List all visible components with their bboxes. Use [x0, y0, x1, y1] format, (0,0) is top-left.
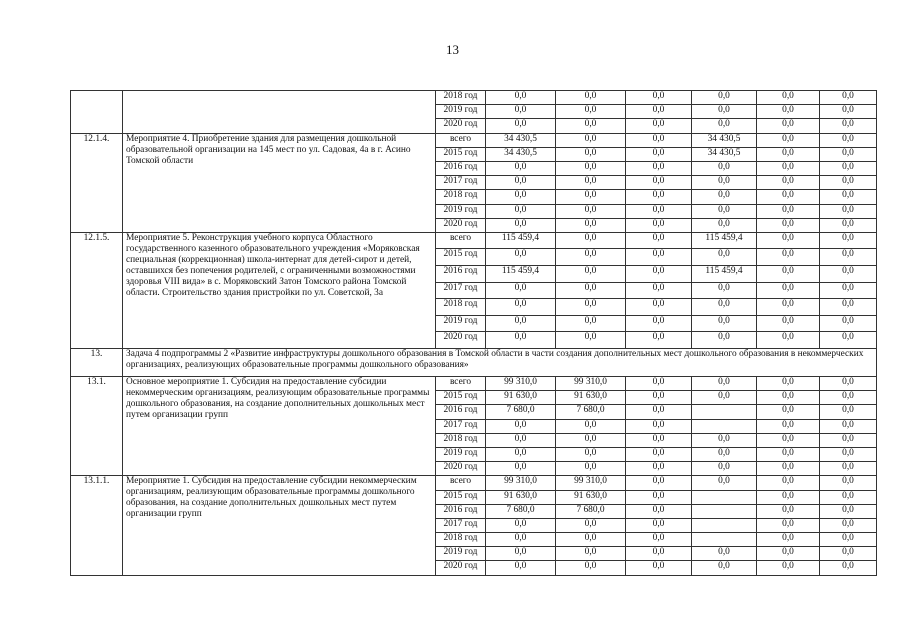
- value-cell: 0,0: [757, 299, 820, 316]
- value-cell: 0,0: [626, 147, 692, 161]
- value-cell: 0,0: [626, 447, 692, 461]
- value-cell: [692, 490, 757, 504]
- value-cell: 115 459,4: [486, 232, 556, 249]
- value-cell: 0,0: [820, 282, 877, 299]
- value-cell: 0,0: [556, 133, 626, 147]
- value-cell: 0,0: [486, 299, 556, 316]
- value-cell: 0,0: [692, 447, 757, 461]
- value-cell: 0,0: [820, 476, 877, 490]
- value-cell: 0,0: [486, 547, 556, 561]
- value-cell: 0,0: [757, 447, 820, 461]
- value-cell: 0,0: [820, 133, 877, 147]
- value-cell: 0,0: [556, 204, 626, 218]
- value-cell: [692, 533, 757, 547]
- value-cell: 0,0: [820, 391, 877, 405]
- value-cell: 0,0: [556, 533, 626, 547]
- value-cell: [692, 518, 757, 532]
- value-cell: 0,0: [692, 176, 757, 190]
- value-cell: 0,0: [692, 91, 757, 105]
- value-cell: 0,0: [757, 518, 820, 532]
- value-cell: 0,0: [626, 391, 692, 405]
- value-cell: 0,0: [757, 533, 820, 547]
- value-cell: 0,0: [556, 232, 626, 249]
- value-cell: 7 680,0: [486, 504, 556, 518]
- value-cell: 0,0: [626, 405, 692, 419]
- year-cell: 2015 год: [436, 391, 486, 405]
- value-cell: 99 310,0: [486, 377, 556, 391]
- task-row: [71, 349, 877, 377]
- value-cell: 0,0: [626, 332, 692, 349]
- value-cell: 0,0: [626, 176, 692, 190]
- value-cell: 0,0: [486, 315, 556, 332]
- value-cell: 0,0: [757, 91, 820, 105]
- value-cell: 0,0: [486, 161, 556, 175]
- value-cell: 0,0: [757, 490, 820, 504]
- value-cell: 0,0: [757, 119, 820, 133]
- year-cell: 2015 год: [436, 249, 486, 266]
- value-cell: 0,0: [692, 462, 757, 476]
- year-cell: 2017 год: [436, 518, 486, 532]
- value-cell: 0,0: [626, 419, 692, 433]
- year-cell: 2017 год: [436, 419, 486, 433]
- year-cell: 2020 год: [436, 332, 486, 349]
- value-cell: 0,0: [556, 249, 626, 266]
- value-cell: 0,0: [626, 518, 692, 532]
- value-cell: 0,0: [692, 433, 757, 447]
- value-cell: 0,0: [757, 462, 820, 476]
- value-cell: 115 459,4: [692, 232, 757, 249]
- value-cell: 0,0: [757, 391, 820, 405]
- row-number: 13.1.: [71, 377, 123, 476]
- value-cell: 0,0: [820, 447, 877, 461]
- value-cell: 0,0: [757, 332, 820, 349]
- row-number: 13.1.1.: [71, 476, 123, 575]
- year-cell: 2019 год: [436, 547, 486, 561]
- value-cell: 0,0: [820, 176, 877, 190]
- task-description: Задача 4 подпрограммы 2 «Развитие инфраструктуры дошкольного образования в Томской области в части создания дополнительных мест дошкольного образования в некоммерческих организациях, реализующих образовательные программы дошкольного образования»: [123, 349, 877, 377]
- value-cell: 0,0: [486, 561, 556, 575]
- value-cell: 0,0: [626, 133, 692, 147]
- value-cell: 0,0: [692, 204, 757, 218]
- value-cell: 0,0: [556, 315, 626, 332]
- value-cell: 0,0: [757, 405, 820, 419]
- value-cell: 0,0: [556, 218, 626, 232]
- value-cell: 0,0: [486, 282, 556, 299]
- value-cell: 0,0: [486, 218, 556, 232]
- value-cell: 0,0: [820, 315, 877, 332]
- year-cell: 2019 год: [436, 105, 486, 119]
- value-cell: 0,0: [692, 190, 757, 204]
- value-cell: 0,0: [626, 249, 692, 266]
- row-number: [71, 91, 123, 134]
- value-cell: 0,0: [820, 266, 877, 283]
- table-body: [71, 91, 877, 576]
- value-cell: 0,0: [556, 433, 626, 447]
- value-cell: 0,0: [757, 433, 820, 447]
- budget-table: [70, 90, 877, 576]
- year-cell: 2018 год: [436, 433, 486, 447]
- value-cell: 0,0: [626, 490, 692, 504]
- value-cell: 0,0: [626, 533, 692, 547]
- value-cell: 0,0: [820, 490, 877, 504]
- value-cell: 0,0: [486, 518, 556, 532]
- value-cell: 91 630,0: [556, 490, 626, 504]
- value-cell: 0,0: [486, 462, 556, 476]
- value-cell: 0,0: [626, 299, 692, 316]
- year-cell: 2016 год: [436, 266, 486, 283]
- value-cell: 0,0: [626, 282, 692, 299]
- value-cell: 0,0: [626, 433, 692, 447]
- year-cell: 2019 год: [436, 447, 486, 461]
- value-cell: 0,0: [556, 105, 626, 119]
- value-cell: 0,0: [757, 282, 820, 299]
- value-cell: [692, 504, 757, 518]
- value-cell: 0,0: [626, 462, 692, 476]
- value-cell: 0,0: [820, 91, 877, 105]
- value-cell: 0,0: [556, 447, 626, 461]
- value-cell: 0,0: [820, 147, 877, 161]
- value-cell: 0,0: [820, 433, 877, 447]
- page-number: 13: [446, 42, 459, 57]
- value-cell: 0,0: [757, 377, 820, 391]
- value-cell: 0,0: [820, 377, 877, 391]
- value-cell: 0,0: [556, 91, 626, 105]
- value-cell: 0,0: [757, 476, 820, 490]
- value-cell: 0,0: [626, 504, 692, 518]
- value-cell: 0,0: [556, 161, 626, 175]
- value-cell: 0,0: [556, 462, 626, 476]
- value-cell: 0,0: [757, 547, 820, 561]
- value-cell: 0,0: [757, 232, 820, 249]
- year-cell: 2016 год: [436, 161, 486, 175]
- value-cell: 0,0: [757, 204, 820, 218]
- value-cell: 0,0: [820, 462, 877, 476]
- year-cell: 2016 год: [436, 405, 486, 419]
- year-cell: 2020 год: [436, 462, 486, 476]
- year-cell: 2020 год: [436, 119, 486, 133]
- value-cell: 0,0: [486, 419, 556, 433]
- value-cell: 0,0: [556, 332, 626, 349]
- value-cell: 91 630,0: [486, 490, 556, 504]
- value-cell: 0,0: [626, 476, 692, 490]
- year-cell: 2019 год: [436, 315, 486, 332]
- year-cell: 2015 год: [436, 147, 486, 161]
- table-row: [71, 91, 877, 105]
- measure-description: [123, 91, 436, 134]
- value-cell: 0,0: [692, 547, 757, 561]
- value-cell: 0,0: [556, 176, 626, 190]
- value-cell: 0,0: [556, 561, 626, 575]
- table-row: [71, 133, 877, 147]
- value-cell: 0,0: [626, 547, 692, 561]
- value-cell: 91 630,0: [556, 391, 626, 405]
- value-cell: 0,0: [626, 161, 692, 175]
- value-cell: 0,0: [820, 249, 877, 266]
- value-cell: 34 430,5: [692, 147, 757, 161]
- value-cell: 0,0: [757, 105, 820, 119]
- measure-description: Основное мероприятие 1. Субсидия на предоставление субсидии некоммерческим организациям, реализующим образовательные программы дошкольного образования, на создание дополнительных дошкольных мест путем организации групп: [123, 377, 436, 476]
- measure-description: Мероприятие 5. Реконструкция учебного корпуса Областного государственного казенного образовательного учреждения «Моряковская специальная (коррекционная) школа-интернат для детей-сирот и детей, оставшихся без попечения родителей, с ограниченными возможностями здоровья VIII вида» в с. Моряковский Затон Томского района Томской области. Строительство здания пристройки по ул. Советской, 3а: [123, 232, 436, 348]
- value-cell: 0,0: [757, 504, 820, 518]
- year-cell: 2016 год: [436, 504, 486, 518]
- row-number: 12.1.5.: [71, 232, 123, 348]
- value-cell: 0,0: [556, 282, 626, 299]
- value-cell: 0,0: [757, 161, 820, 175]
- value-cell: 0,0: [626, 266, 692, 283]
- measure-description: Мероприятие 4. Приобретение здания для размещения дошкольной образовательной организации на 145 мест по ул. Садовая, 4а в г. Асино Томской области: [123, 133, 436, 232]
- value-cell: 0,0: [486, 533, 556, 547]
- value-cell: 0,0: [486, 190, 556, 204]
- value-cell: 0,0: [556, 190, 626, 204]
- value-cell: 0,0: [757, 249, 820, 266]
- value-cell: 0,0: [757, 266, 820, 283]
- year-cell: всего: [436, 377, 486, 391]
- value-cell: 0,0: [692, 105, 757, 119]
- value-cell: 0,0: [626, 377, 692, 391]
- year-cell: всего: [436, 133, 486, 147]
- value-cell: 0,0: [692, 249, 757, 266]
- value-cell: 0,0: [820, 547, 877, 561]
- value-cell: 0,0: [486, 204, 556, 218]
- row-number: 12.1.4.: [71, 133, 123, 232]
- value-cell: 0,0: [820, 218, 877, 232]
- value-cell: 0,0: [820, 561, 877, 575]
- value-cell: 0,0: [626, 105, 692, 119]
- value-cell: 0,0: [556, 299, 626, 316]
- value-cell: 0,0: [820, 161, 877, 175]
- value-cell: 0,0: [692, 476, 757, 490]
- year-cell: 2018 год: [436, 190, 486, 204]
- value-cell: 0,0: [626, 315, 692, 332]
- value-cell: 0,0: [820, 232, 877, 249]
- value-cell: 0,0: [692, 377, 757, 391]
- value-cell: 0,0: [820, 299, 877, 316]
- value-cell: 0,0: [820, 190, 877, 204]
- value-cell: 0,0: [486, 249, 556, 266]
- year-cell: 2017 год: [436, 176, 486, 190]
- measure-description: Мероприятие 1. Субсидия на предоставление субсидии некоммерческим организациям, реализующим образовательные программы дошкольного образования, на создание дополнительных дошкольных мест путем организации групп: [123, 476, 436, 575]
- value-cell: 0,0: [757, 190, 820, 204]
- value-cell: 0,0: [692, 299, 757, 316]
- year-cell: 2017 год: [436, 282, 486, 299]
- value-cell: 0,0: [692, 561, 757, 575]
- value-cell: 99 310,0: [486, 476, 556, 490]
- value-cell: 7 680,0: [556, 504, 626, 518]
- value-cell: 0,0: [692, 315, 757, 332]
- value-cell: 0,0: [626, 232, 692, 249]
- value-cell: 91 630,0: [486, 391, 556, 405]
- value-cell: 0,0: [820, 419, 877, 433]
- value-cell: 0,0: [757, 315, 820, 332]
- value-cell: 0,0: [820, 504, 877, 518]
- value-cell: 0,0: [820, 533, 877, 547]
- value-cell: 0,0: [556, 147, 626, 161]
- year-cell: всего: [436, 232, 486, 249]
- value-cell: 0,0: [556, 547, 626, 561]
- value-cell: 0,0: [757, 133, 820, 147]
- value-cell: 34 430,5: [486, 147, 556, 161]
- value-cell: 0,0: [692, 119, 757, 133]
- value-cell: 0,0: [820, 518, 877, 532]
- value-cell: 0,0: [692, 282, 757, 299]
- value-cell: 34 430,5: [692, 133, 757, 147]
- value-cell: 0,0: [556, 266, 626, 283]
- value-cell: 0,0: [692, 332, 757, 349]
- value-cell: 0,0: [692, 161, 757, 175]
- value-cell: 0,0: [626, 119, 692, 133]
- year-cell: всего: [436, 476, 486, 490]
- value-cell: 7 680,0: [486, 405, 556, 419]
- value-cell: 0,0: [820, 332, 877, 349]
- value-cell: 0,0: [486, 176, 556, 190]
- value-cell: 7 680,0: [556, 405, 626, 419]
- value-cell: 0,0: [820, 119, 877, 133]
- value-cell: 0,0: [626, 204, 692, 218]
- table-row: [71, 377, 877, 391]
- value-cell: 0,0: [820, 204, 877, 218]
- value-cell: 115 459,4: [692, 266, 757, 283]
- year-cell: 2018 год: [436, 299, 486, 316]
- value-cell: 0,0: [820, 105, 877, 119]
- row-number: 13.: [71, 349, 123, 377]
- year-cell: 2020 год: [436, 561, 486, 575]
- value-cell: 0,0: [486, 447, 556, 461]
- value-cell: 0,0: [556, 419, 626, 433]
- value-cell: 0,0: [757, 218, 820, 232]
- value-cell: 0,0: [757, 176, 820, 190]
- table-row: [71, 232, 877, 249]
- value-cell: 99 310,0: [556, 476, 626, 490]
- value-cell: 115 459,4: [486, 266, 556, 283]
- value-cell: 0,0: [626, 561, 692, 575]
- value-cell: 0,0: [486, 105, 556, 119]
- year-cell: 2018 год: [436, 533, 486, 547]
- value-cell: 0,0: [486, 119, 556, 133]
- value-cell: 0,0: [626, 91, 692, 105]
- year-cell: 2020 год: [436, 218, 486, 232]
- year-cell: 2015 год: [436, 490, 486, 504]
- value-cell: 0,0: [626, 218, 692, 232]
- table-row: [71, 476, 877, 490]
- value-cell: [692, 405, 757, 419]
- value-cell: 0,0: [556, 518, 626, 532]
- value-cell: 0,0: [757, 419, 820, 433]
- value-cell: 0,0: [757, 561, 820, 575]
- value-cell: 0,0: [820, 405, 877, 419]
- year-cell: 2018 год: [436, 91, 486, 105]
- value-cell: 0,0: [556, 119, 626, 133]
- value-cell: 0,0: [486, 91, 556, 105]
- year-cell: 2019 год: [436, 204, 486, 218]
- value-cell: 99 310,0: [556, 377, 626, 391]
- value-cell: 0,0: [486, 332, 556, 349]
- value-cell: 0,0: [692, 391, 757, 405]
- value-cell: 0,0: [692, 218, 757, 232]
- value-cell: [692, 419, 757, 433]
- value-cell: 0,0: [486, 433, 556, 447]
- value-cell: 0,0: [757, 147, 820, 161]
- value-cell: 0,0: [626, 190, 692, 204]
- value-cell: 34 430,5: [486, 133, 556, 147]
